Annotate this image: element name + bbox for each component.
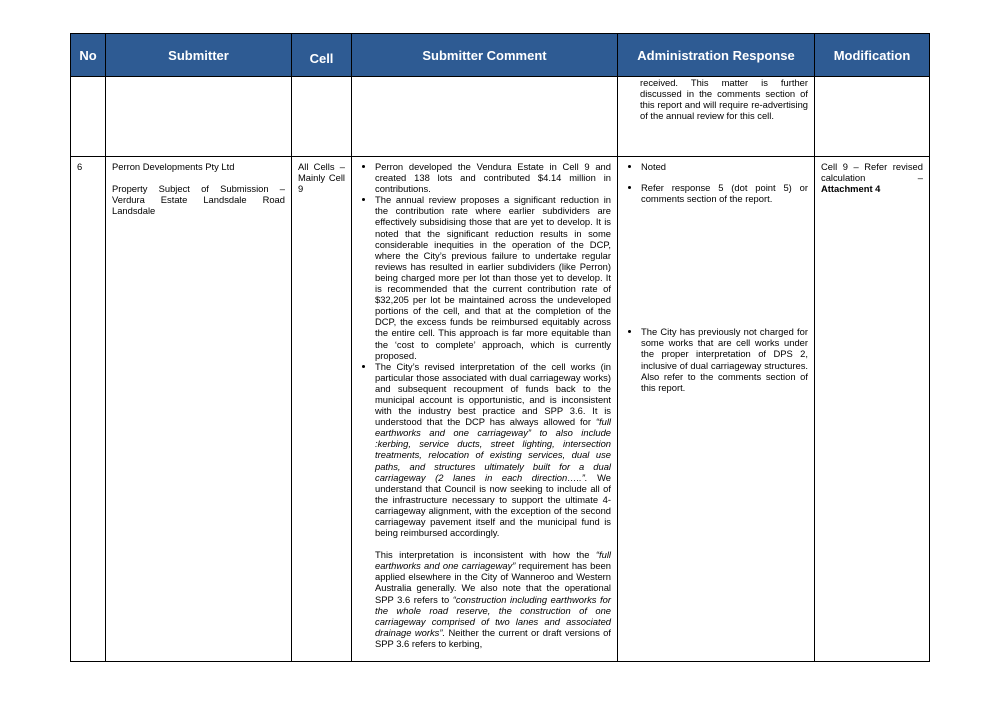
- comment-bullet-1: • Perron developed the Vendura Estate in Cell 9 and created 138 lots and contributed $4.14 million in contributions.: [375, 161, 611, 194]
- cell-modification: [815, 77, 930, 157]
- table-row-continued: [71, 77, 930, 157]
- header-submitter-comment: Submitter Comment: [352, 34, 618, 77]
- cell-admin-response: [618, 157, 815, 662]
- header-cell: Cell: [292, 34, 352, 77]
- submissions-table: [70, 33, 930, 662]
- comment-continuation: [358, 549, 611, 649]
- cell-no: [71, 157, 106, 662]
- table-row: [71, 157, 930, 662]
- cell-admin-response: [618, 77, 815, 157]
- row-number: 6: [77, 161, 83, 172]
- modification-text: Cell 9 – Refer revised calculation –: [821, 161, 923, 184]
- admin-response-text: received. This matter is further discussed in the comments section of this report and will require re-advertising of the annual review for this cell.: [640, 77, 808, 122]
- comment-4-quote-b: “construction including earthworks for the whole road reserve, the construction of one carriageway comprised of two lanes and associated drainage works”.: [375, 593, 611, 638]
- comment-4-quote-a: “full earthworks and one carriageway”: [375, 549, 611, 572]
- header-no: No: [71, 34, 106, 77]
- comment-bullet-2: • The annual review proposes a significant reduction in the contribution rate where earlier subdividers are effectively subsidising those that are yet to develop. It is noted that the significant reduction results in some considerable inequities in the operation of the DCP, where the City’s previous failure to undertake regular reviews has resulted in earlier subdividers (like Perron) being charged more per lot than those yet to develop. It is recommended that the current contribution rate of $32,205 per lot be maintained across the undeveloped portions of the cell, and that at the completion of the DCP, the excess funds be reimbursed equitably across the entire cell. This approach is far more equitable than the ‘cost to complete’ approach, which is currently proposed.: [375, 194, 611, 360]
- admin-bullet-3: • The City has previously not charged for some works that are cell works under the proper interpretation of DPS 2, inclusive of dual carriageway structures. Also refer to the comments section of this report.: [641, 326, 808, 393]
- comment-3-quote: “full earthworks and one carriageway” to also include :kerbing, service ducts, street lighting, intersection treatments, relocation of existing services, dual use paths, and structures ultimately built for a dual carriageway (2 lanes in each direction…..”.: [375, 416, 611, 483]
- cell-submitter: [106, 77, 292, 157]
- cell-comment: [352, 77, 618, 157]
- comment-3-text-a: The City’s revised interpretation of the cell works (in particular those associated with dual carriageway works) and subsequent recoupment of funds back to the municipal account is opportunistic, and is inconsistent with the industry best practice and SPP 3.6. It is understood that the DCP has always allowed for: [375, 360, 611, 428]
- comment-4-text-a: This interpretation is inconsistent with how the: [375, 549, 590, 561]
- modification-attachment: Attachment 4: [821, 183, 881, 195]
- comment-bullet-3: [375, 361, 611, 539]
- cell-submitter: [106, 157, 292, 662]
- cell-comment: [352, 157, 618, 662]
- comment-4-text-c: requirement has been applied elsewhere in the City of Wanneroo and Western Australia generally. We also note that the operational SPP 3.6 refers to: [375, 560, 611, 605]
- submitter-property: Property Subject of Submission – Verdura Estate Landsdale Road Landsdale: [112, 183, 285, 217]
- admin-bullet-2: • Refer response 5 (dot point 5) or comments section of the report.: [641, 182, 808, 204]
- comment-3-text-c: We understand that Council is now seeking to include all of the infrastructure necessary to support the ultimate 4-carriageway alignment, with the exception of the second carriageway pavement itself and the municipal fund is being reimbursed accordingly.: [375, 471, 612, 539]
- header-modification: Modification: [815, 34, 930, 77]
- header-administration-response: Administration Response: [618, 34, 815, 77]
- admin-bullet-1: • Noted: [641, 161, 808, 172]
- cell-modification: [815, 157, 930, 662]
- cell-cell: [292, 77, 352, 157]
- comment-4-text-e: Neither the current or draft versions of SPP 3.6 refers to kerbing,: [375, 626, 611, 649]
- submitter-name: Perron Developments Pty Ltd: [112, 161, 235, 172]
- header-row: [71, 34, 930, 77]
- header-submitter: Submitter: [106, 34, 292, 77]
- cell-no: [71, 77, 106, 157]
- cell-cell: [292, 157, 352, 662]
- cell-value: All Cells – Mainly Cell 9: [298, 161, 345, 195]
